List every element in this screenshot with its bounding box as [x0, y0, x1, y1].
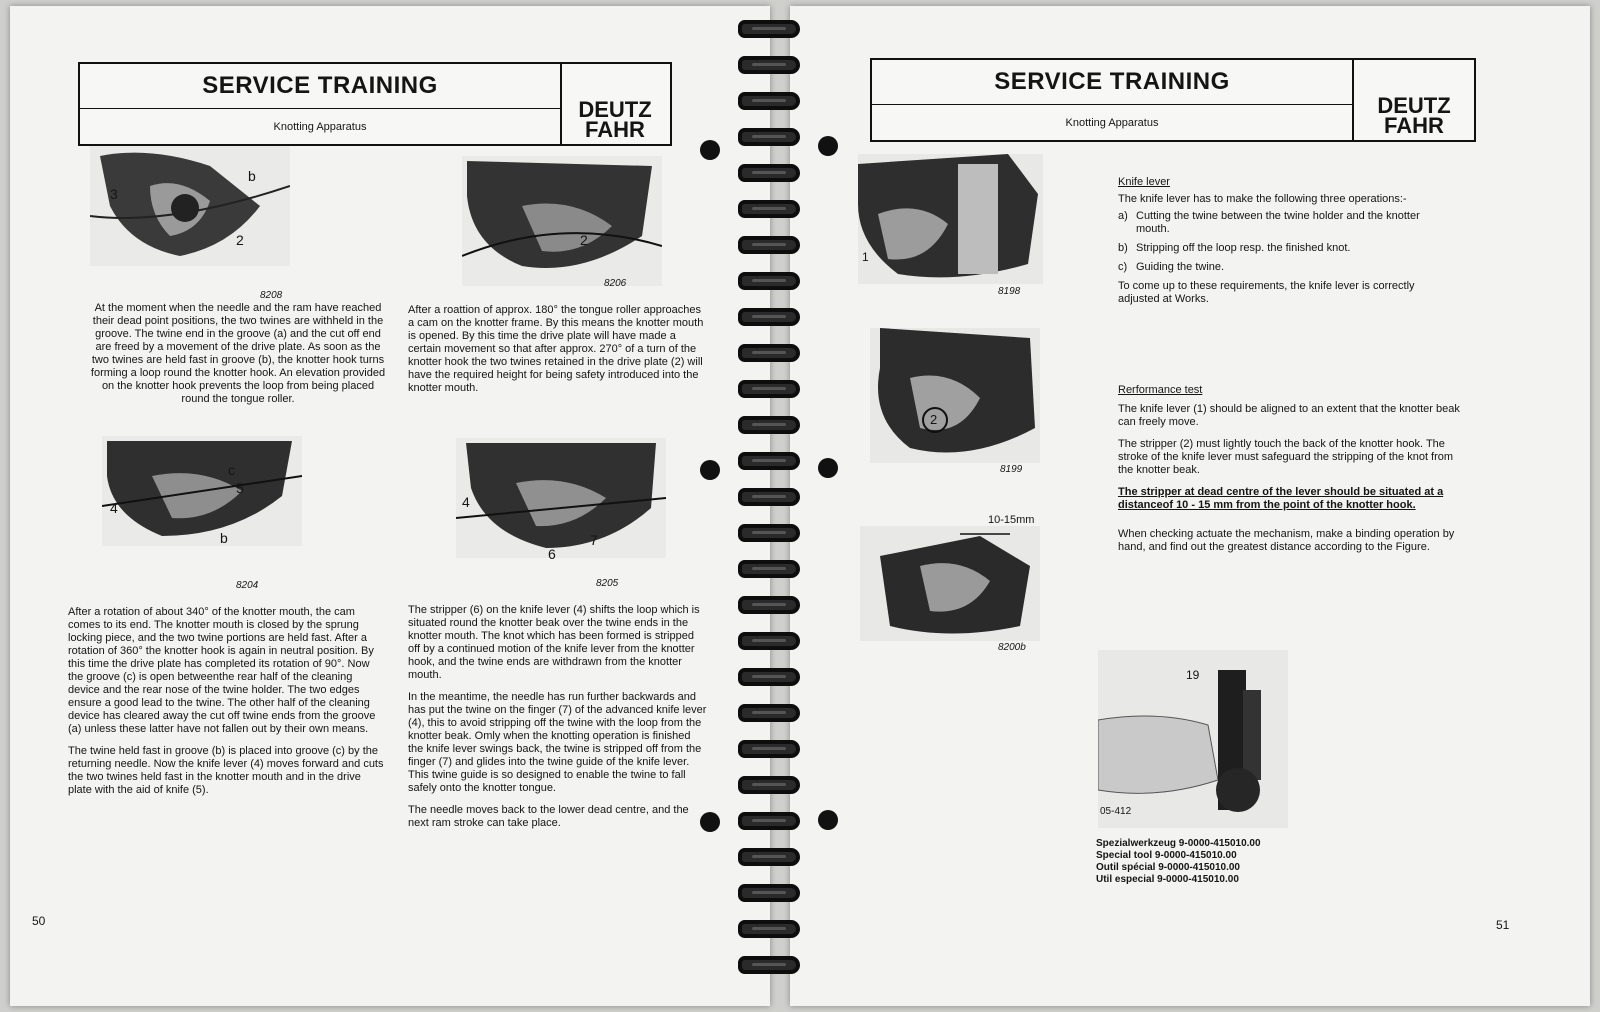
binding-coil [738, 236, 800, 254]
figure-caption: 8200b [998, 642, 1026, 653]
col1-para1: At the moment when the needle and the ram have reached their dead point positions, the two twines are withheld in the groove. The twine end in the groove (a) and the cut off end are freed by a movement of the drive plate. As soon as the two twines are held fast in groove (b), the knotter hook turns forming a loop round the knotter hook. An elevation provided on the knotter hook prevents the loop from being placed round the tongue roller. [90, 302, 386, 405]
binding-coil [738, 164, 800, 182]
binding-coil [738, 560, 800, 578]
binding-coil [738, 20, 800, 38]
binding-coil [738, 308, 800, 326]
col1-body: After a rotation of about 340° of the knotter mouth, the cam comes to its end. The knotter mouth is closed by the sprung locking piece, and the two twine portions are held fast. After a rotation of 360° the knotter hook is again in neutral position. By this time the drive plate has completed its rotation of 90°. Now the groove (c) is open betweenthe rear half of the cleaning device and the rear nose of the twine holder. The two edges ensure a good lead to the twine. The other half of the cleaning device has cleared away the cut off twine ends from the groove (a) unless these latter have not fallen out by their own means. The twine held fast in groove (b) is placed into groove (c) by the returning needle. Now the knife lever (4) moves forward and cuts the two twines held fast in the knotter mouth and in the drive plate with the aid of knife (5). [68, 606, 384, 796]
binding-coil [738, 200, 800, 218]
figure-caption: 05-412 [1100, 806, 1132, 817]
knotter-photo-8206 [462, 156, 662, 286]
figure-label: 2 [236, 232, 244, 248]
figure-caption: 8204 [236, 580, 259, 591]
knotter-photo-8208 [90, 146, 290, 266]
binding-coil [738, 740, 800, 758]
figure-label: 3 [110, 186, 118, 202]
header-title: SERVICE TRAINING [80, 64, 560, 109]
header-subtitle: Knotting Apparatus [273, 121, 367, 133]
page-header [870, 58, 1476, 142]
binding-hole [818, 136, 838, 156]
performance-test-section: Rerformance test The knife lever (1) should be aligned to an extent that the knotter beak can freely move. The stripper (2) must lightly touch the back of the knotter hook. The stroke of the knife lever must safeguard the stripping of the knot from the knotter beak. The stripper at dead centre of the lever should be situated at a distanceof 10 - 15 mm from the point of the knotter hook. When checking actuate the mechanism, make a binding operation by hand, and find out the greatest distance according to the Figure. [1118, 384, 1463, 563]
knotter-photo-8204 [102, 436, 302, 546]
figure-label: b [248, 168, 256, 184]
left-page [10, 6, 770, 1006]
page-number: 51 [1496, 918, 1510, 932]
dimension-label: 10-15mm [988, 514, 1035, 526]
page-number: 50 [32, 914, 46, 928]
figure-label: 5 [236, 480, 244, 496]
figure-caption: 8205 [596, 578, 619, 589]
binding-coil [738, 884, 800, 902]
binding-hole [818, 458, 838, 478]
knotter-measure-photo-8200b [860, 526, 1040, 641]
binding-hole [700, 140, 720, 160]
binding-coil [738, 128, 800, 146]
binding-coil [738, 416, 800, 434]
binding-coil [738, 632, 800, 650]
knife-lever-heading: Knife lever [1118, 176, 1170, 188]
knife-lever-photo-8199 [870, 328, 1040, 463]
knotter-photo-8205 [456, 438, 666, 558]
binding-coil [738, 920, 800, 938]
header-subtitle: Knotting Apparatus [1065, 117, 1159, 129]
performance-heading: Rerformance test [1118, 384, 1203, 396]
figure-caption: 8198 [998, 286, 1021, 297]
binding-coil [738, 956, 800, 974]
figure-caption: 8206 [604, 278, 627, 289]
figure-label: b [220, 530, 228, 546]
special-tool-list: Spezialwerkzeug 9-0000-415010.00 Special tool 9-0000-415010.00 Outil spécial 9-0000-415010.00 Util especial 9-0000-415010.00 [1096, 838, 1261, 885]
binding-coil [738, 92, 800, 110]
knife-lever-photo-8198 [858, 154, 1043, 284]
header-title: SERVICE TRAINING [872, 60, 1352, 105]
deutz-fahr-logo: DEUTZ FAHR [578, 97, 652, 142]
binding-coil [738, 488, 800, 506]
knife-lever-section: Knife lever The knife lever has to make the following three operations:- a) Cutting the twine between the twine holder and the knotter mouth. b) Stripping off the loop resp. the finished knot. c) Guiding the twine. To come up to these requirements, the knife lever is correctly adjusted at Works. [1118, 176, 1448, 315]
binding-coil [738, 704, 800, 722]
figure-label: 4 [110, 500, 118, 516]
binding-coil [738, 776, 800, 794]
deutz-fahr-logo: DEUTZ FAHR [1377, 93, 1451, 138]
binding-coil [738, 596, 800, 614]
binding-hole [700, 460, 720, 480]
col2-para1: After a roattion of approx. 180° the tongue roller approaches a cam on the knotter frame. By this means the knotter mouth is opened. By this time the drive plate will have made a certain movement so that after approx. 270° of a turn of the knotter hook the two twines retained in the drive plate (2) will have the required height for being safety introduced into the knotter mouth. [408, 304, 704, 394]
page-header [78, 62, 672, 146]
binding-coil [738, 272, 800, 290]
binding-coil [738, 344, 800, 362]
binding-coil [738, 56, 800, 74]
figure-caption: 8199 [1000, 464, 1023, 475]
figure-caption: 8208 [260, 290, 283, 301]
binding-coil [738, 848, 800, 866]
col2-body: The stripper (6) on the knife lever (4) shifts the loop which is situated round the knotter beak over the twine ends in the knotter mouth. The knot which has been formed is stripped off by a continued motion of the knife lever from the knotter hook, and the twine ends are withdrawn from the knotter mouth. In the meantime, the needle has run further backwards and has put the twine on the finger (7) of the advanced knife lever (4), this to avoid stripping off the twine with the loop from the knotter beak. Omly when the knotting operation is finished the knife lever swings back, the twine is stripped off from the finger (7) and glides into the twine guide of the knife lever. This twine guide is so designed to enable the twine to fall safely onto the knotter tongue. The needle moves back to the lower dead centre, and the next ram stroke can take place. [408, 604, 707, 829]
figure-label: c [228, 462, 235, 478]
figure-label: 4 [462, 494, 470, 510]
right-page [790, 6, 1590, 1006]
binding-hole [818, 810, 838, 830]
figure-label: 1 [862, 250, 869, 264]
figure-label: 2 [930, 412, 938, 427]
binding-coil [738, 452, 800, 470]
binding-coil [738, 812, 800, 830]
figure-label: 7 [590, 532, 598, 548]
binding-coil [738, 524, 800, 542]
figure-label: 19 [1186, 668, 1200, 682]
binding-coil [738, 668, 800, 686]
figure-label: 6 [548, 546, 556, 562]
binding-hole [700, 812, 720, 832]
figure-label: 2 [580, 232, 588, 248]
binding-coil [738, 380, 800, 398]
